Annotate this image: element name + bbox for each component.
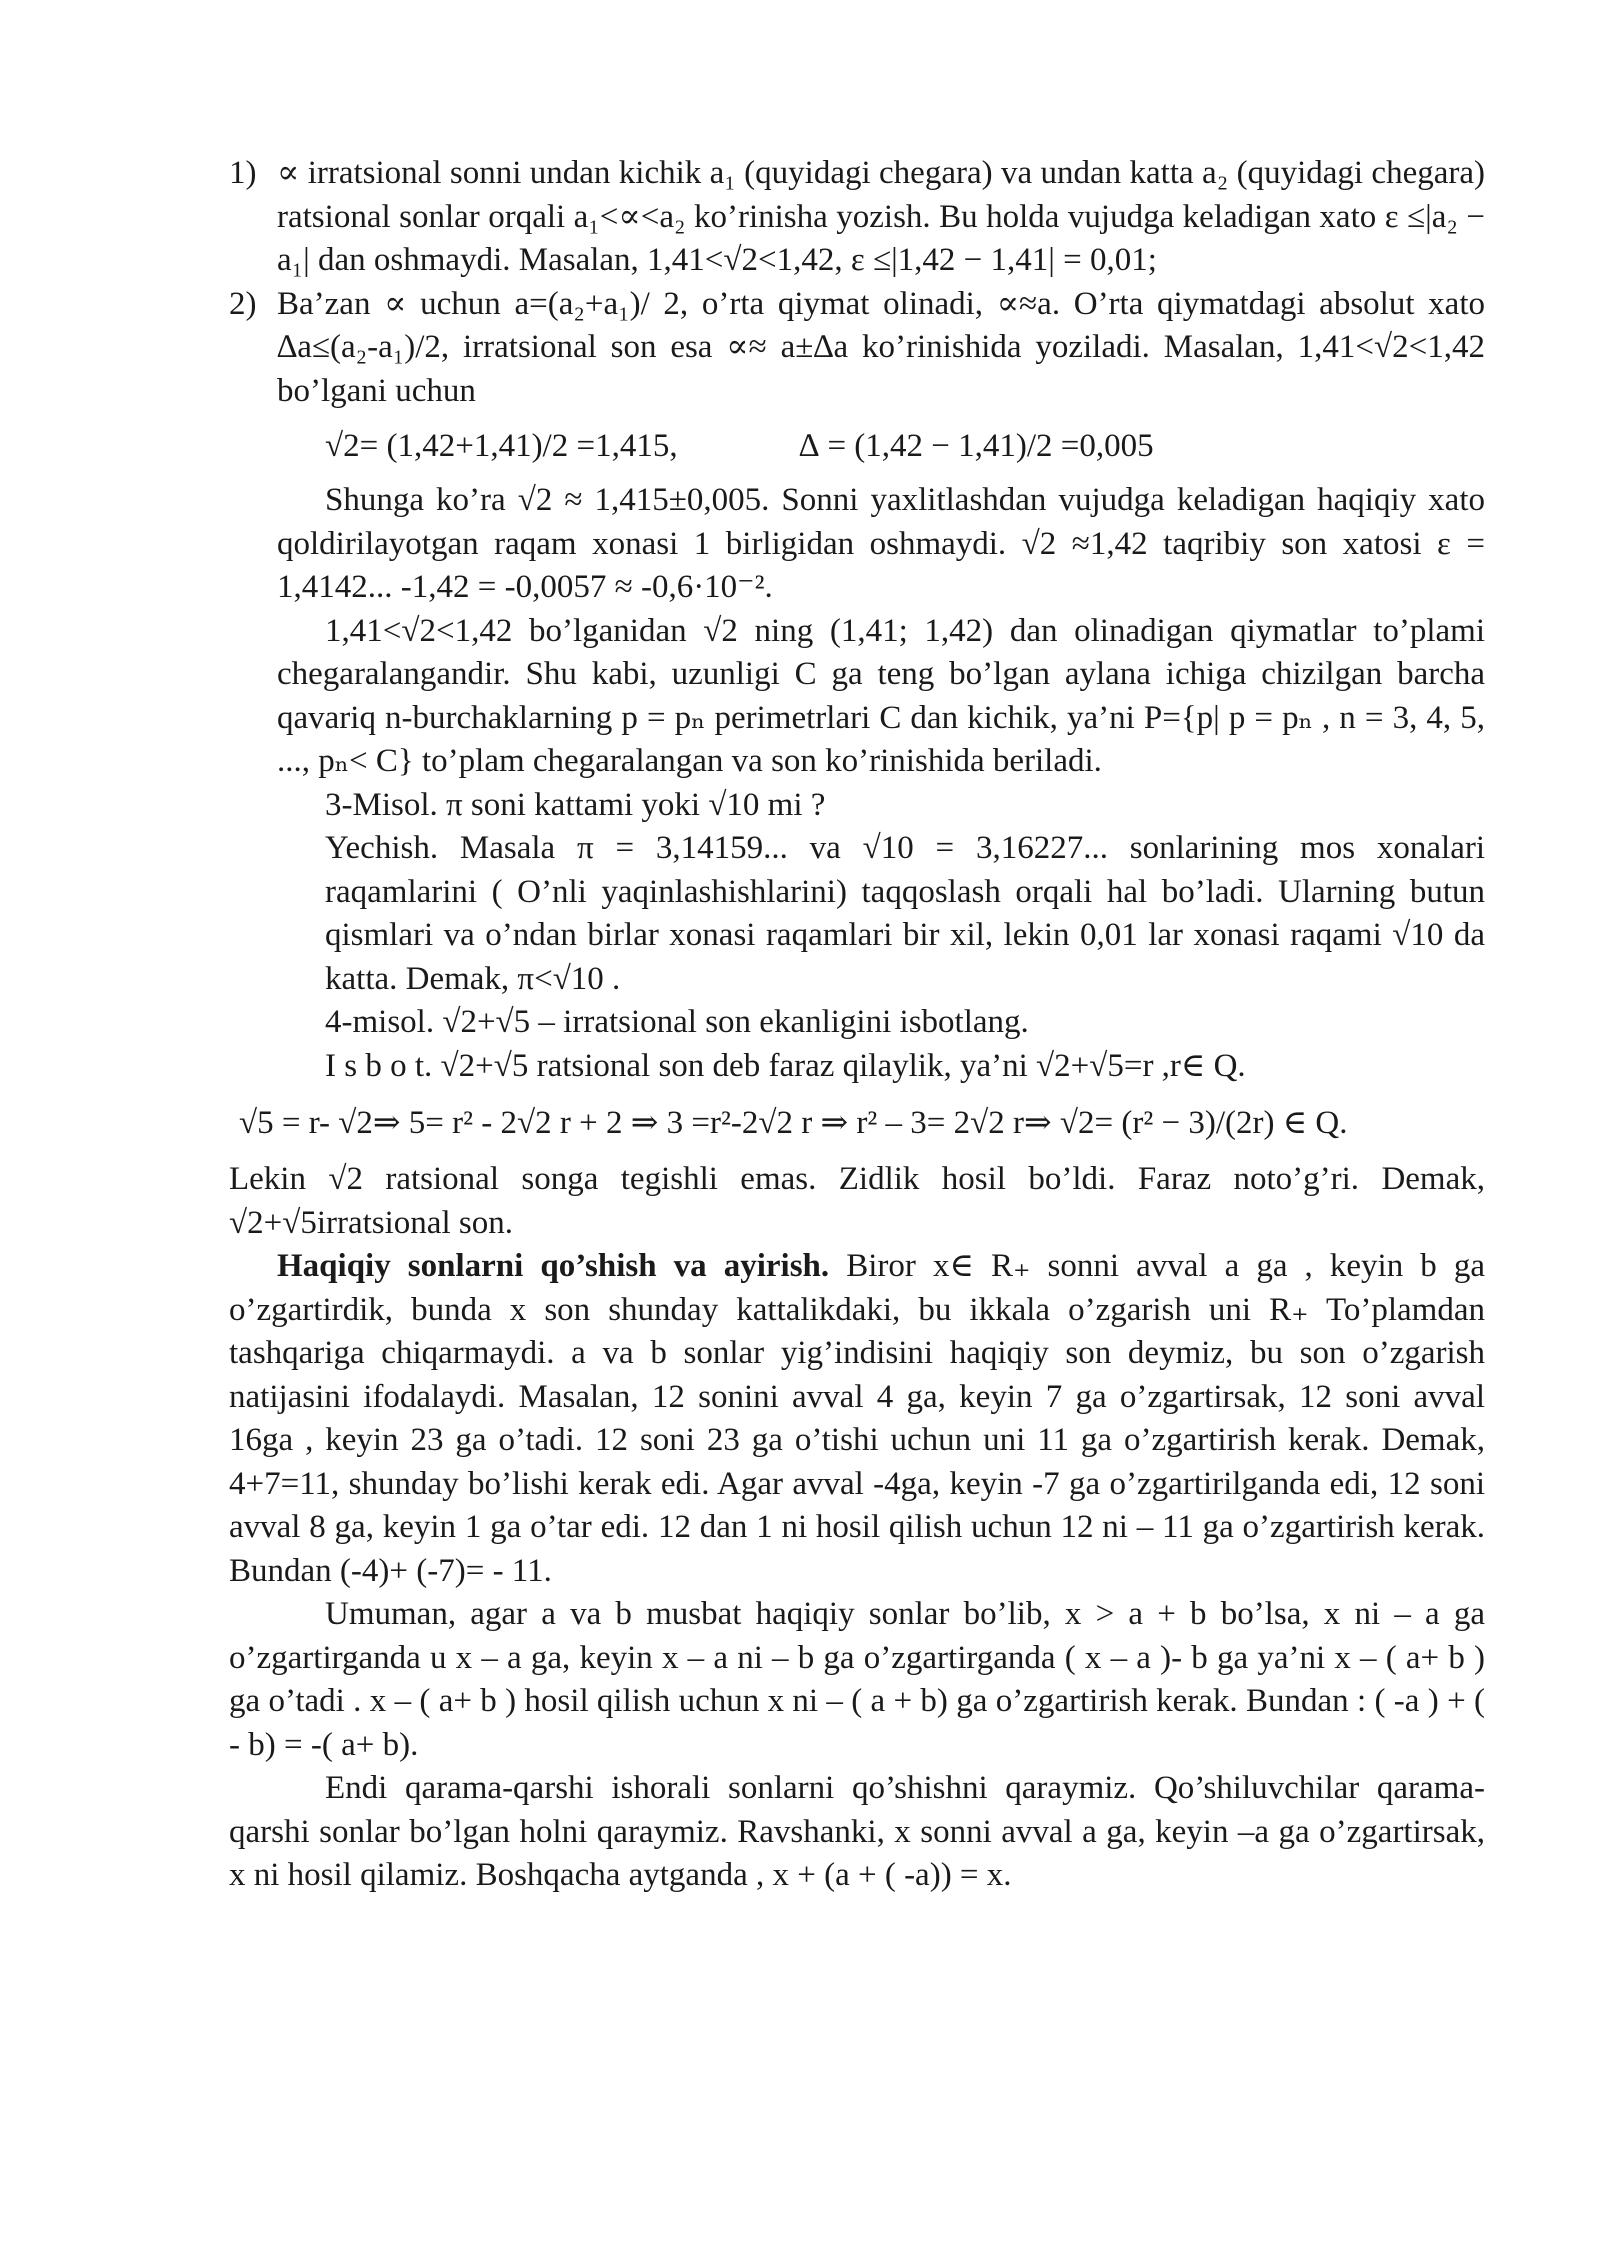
paragraph-bounded-set: 1,41<√2<1,42 bo’lganidan √2 ning (1,41; 1,42) dan olinadigan qiymatlar to’plami chegaralangandir. Shu kabi, uzunligi C ga teng bo’lgan aylana ichiga chizilgan barcha qavariq n-burchaklarning p = pₙ perimetrlari C dan kichik, ya’ni P={p| p = pₙ , n = 3, 4, 5, ..., pₙ< C} to’plam chegaralangan va son ko’rinishida beriladi. [277, 612, 1485, 779]
formula-proof-chain [229, 1088, 1485, 1158]
example-3-title: 3-Misol. π soni kattami yoki √10 mi ? [325, 786, 826, 823]
formula-right: ∆ = (1,42 − 1,41)/2 =0,005 [799, 428, 1154, 464]
paragraph-rounding: Shunga ko’ra √2 ≈ 1,415±0,005. Sonni yaxlitlashdan vujudga keladigan haqiqiy xato qoldirilayotgan raqam xonasi 1 birligidan oshmaydi. √2 ≈1,42 taqribiy son xatosi ε = 1,4142... -1,42 = -0,0057 ≈ -0,6·10⁻². [277, 482, 1485, 605]
section-addition [229, 1245, 1485, 1593]
example-4-proof: I s b o t. √2+√5 ratsional son deb faraz qilaylik, ya’ni √2+√5=r ,r∈ Q. [325, 1047, 1246, 1084]
example-4-title: 4-misol. √2+√5 – irratsional son ekanligini isbotlang. [325, 1004, 1029, 1040]
list-item-2 [229, 283, 1485, 414]
page-content [229, 152, 1485, 1898]
formula-left: √2= (1,42+1,41)/2 =1,415, [325, 428, 678, 464]
example-3-solution: Yechish. Masala π = 3,14159... va √10 = 3,16227... sonlarining mos xonalari raqamlarini ( O’nli yaqinlashishlarini) taqqoslash orqali hal bo’ladi. Ularning butun qismlari va o’ndan birlar xonasi raqamlari bir xil, lekin 0,01 lar xonasi raqami √10 da katta. Demak, π<√10 . [325, 830, 1485, 997]
section-text: Biror x∈ R₊ sonni avval a ga , keyin b ga o’zgartirdik, bunda x son shunday kattalikdaki, bu ikkala o’zgarish uni R₊ To’plamdan tashqariga chiqarmaydi. a va b sonlar yig’indisini haqiqiy son deymiz, bu son o’zgarish natijasini ifodalaydi. Masalan, 12 sonini avval 4 ga, keyin 7 ga o’zgartirsak, 12 soni avval 16ga , keyin 23 ga o’tadi. 12 soni 23 ga o’tishi uchun uni 11 ga o’zgartirish kerak. Demak, 4+7=11, shunday bo’lishi kerak edi. Agar avval -4ga, keyin -7 ga o’zgartirilganda edi, 12 soni avval 8 ga, keyin 1 ga o’tar edi. 12 dan 1 ni hosil qilish uchun 12 ni – 11 ga o’zgartirish kerak. Bundan (-4)+ (-7)= - 11. [229, 1248, 1485, 1589]
section-title: Haqiqiy sonlarni qo’shish va ayirish. [277, 1248, 830, 1284]
list-number: 1) [229, 155, 257, 191]
list-number: 2) [229, 285, 257, 322]
paragraph-opposite-signs: Endi qarama-qarshi ishorali sonlarni qo’shishni qaraymiz. Qo’shiluvchilar qarama-qarshi sonlar bo’lgan holni qaraymiz. Ravshanki, x sonni avval a ga, keyin –a ga o’zgartirsak, x ni hosil qilamiz. Boshqacha aytganda , x + (a + ( -a)) = x. [229, 1770, 1485, 1893]
formula-sqrt2-estimate [229, 413, 1485, 479]
paragraph-general-case: Umuman, agar a va b musbat haqiqiy sonlar bo’lib, x > a + b bo’lsa, x ni – a ga o’zgartirganda u x – a ga, keyin x – a ni – b ga o’zgartirganda ( x – a )- b ga ya’ni x – ( a+ b ) ga o’tadi . x – ( a+ b ) hosil qilish uchun x ni – ( a + b) ga o’zgartirish kerak. Bundan : ( -a ) + ( - b) = -( a+ b). [229, 1596, 1485, 1763]
paragraph-conclusion: Lekin √2 ratsional songa tegishli emas. Zidlik hosil bo’ldi. Faraz noto’g’ri. Demak, √2+√5irratsional son. [229, 1161, 1485, 1241]
list-item-1 [229, 152, 1485, 283]
list-item-text: ∝ irratsional sonni undan kichik a₁ (quyidagi chegara) va undan katta a₂ (quyidagi chegara) ratsional sonlar orqali a₁<∝<a₂ ko’rinisha yozish. Bu holda vujudga keladigan xato ε ≤|a₂ − a₁| dan oshmaydi. Masalan, 1,41<√2<1,42, ε ≤|1,42 − 1,41| = 0,01; [277, 155, 1485, 278]
formula-proof-text: √5 = r- √2⇒ 5= r² - 2√2 r + 2 ⇒ 3 =r²-2√2 r ⇒ r² – 3= 2√2 r⇒ √2= (r² − 3)/(2r) ∈ Q. [239, 1105, 1348, 1141]
list-item-text: Ba’zan ∝ uchun a=(a₂+a₁)/ 2, o’rta qiymat olinadi, ∝≈a. O’rta qiymatdagi absolut xato ∆a≤(a₂-a₁)/2, irratsional son esa ∝≈ a±∆a ko’rinishida yoziladi. Masalan, 1,41<√2<1,42 bo’lgani uchun [277, 285, 1485, 409]
